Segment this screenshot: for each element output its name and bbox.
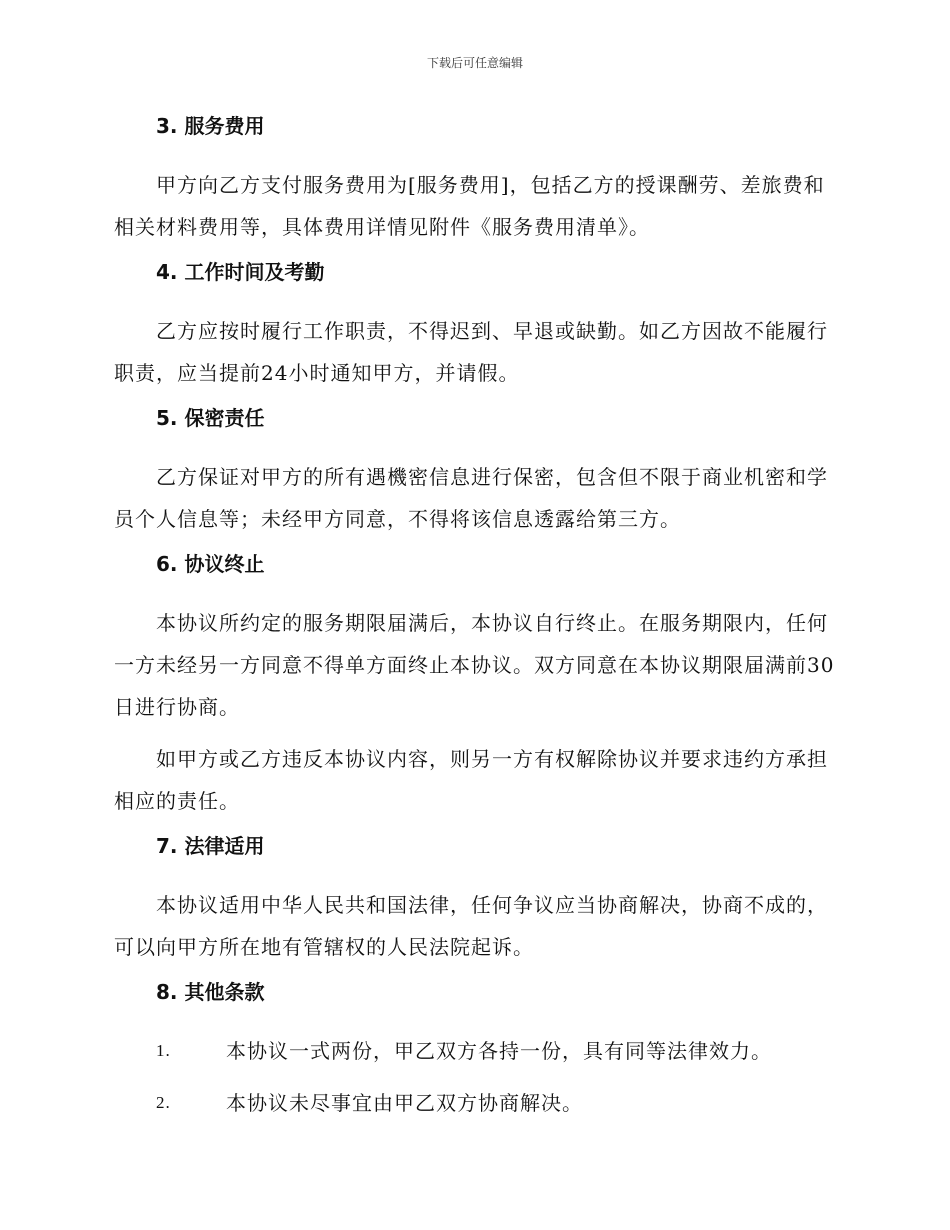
list-item xyxy=(114,1030,836,1072)
section-6-paragraph-1: 本协议所约定的服务期限届满后，本协议自行终止。在服务期限内，任何一方未经另一方同意不得单方面终止本协议。双方同意在本协议期限届满前30日进行协商。 xyxy=(114,611,835,719)
section-heading-4: 4. 工作时间及考勤 xyxy=(156,260,325,284)
section-heading-8: 8. 其他条款 xyxy=(156,980,265,1004)
list-item-number: 2. xyxy=(156,1093,171,1112)
document-body xyxy=(114,112,836,1134)
list-item-number: 1. xyxy=(156,1041,171,1060)
section-4-paragraph: 乙方应按时履行工作职责，不得迟到、早退或缺勤。如乙方因故不能履行职责，应当提前24小时通知甲方，并请假。 xyxy=(114,319,828,385)
section-heading-3: 3. 服务费用 xyxy=(156,114,265,138)
section-heading-7: 7. 法律适用 xyxy=(156,834,265,858)
section-heading-6: 6. 协议终止 xyxy=(156,552,265,576)
section-3-paragraph: 甲方向乙方支付服务费用为[服务费用]，包括乙方的授课酬劳、差旅费和相关材料费用等，具体费用详情见附件《服务费用清单》。 xyxy=(114,173,825,239)
list-item-text: 本协议一式两份，甲乙双方各持一份，具有同等法律效力。 xyxy=(226,1039,772,1063)
list-item-text: 本协议未尽事宜由甲乙双方协商解决。 xyxy=(226,1091,583,1115)
section-heading-5: 5. 保密责任 xyxy=(156,406,265,430)
section-5-paragraph: 乙方保证对甲方的所有遇機密信息进行保密，包含但不限于商业机密和学员个人信息等；未经甲方同意，不得将该信息透露给第三方。 xyxy=(114,465,828,531)
list-item xyxy=(114,1082,836,1124)
page-header: 下载后可任意编辑 xyxy=(426,56,523,70)
section-7-paragraph: 本协议适用中华人民共和国法律，任何争议应当协商解决，协商不成的，可以向甲方所在地有管辖权的人民法院起诉。 xyxy=(114,893,828,959)
section-6-paragraph-2: 如甲方或乙方违反本协议内容，则另一方有权解除协议并要求违约方承担相应的责任。 xyxy=(114,747,828,813)
